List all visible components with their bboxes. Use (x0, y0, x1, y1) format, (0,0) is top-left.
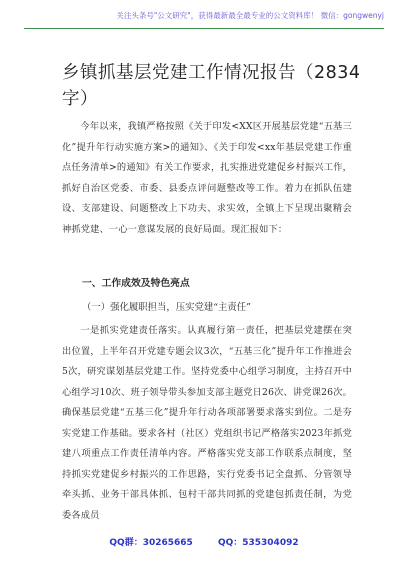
footer-qq-group: QQ群：30265665 (109, 538, 193, 548)
section-heading-1: 一、工作成效及特色亮点 (82, 278, 190, 289)
document-title: 乡镇抓基层党建工作情况报告（2834字） (62, 63, 361, 109)
footer-qq-number: QQ：535304092 (217, 538, 299, 548)
subsection-heading-1-1: （一）强化履职担当，压实党建“主责任” (82, 302, 251, 313)
body-paragraph: 一是抓实党建责任落实。认真履行第一责任，把基层党建摆在突出位置，上半年召开党建专题会议3次，“五基三化”提升年工作推进会5次，研究谋划基层党建工作。坚持党委中心组学习制度，主持召开中心组学习10次、班子领导带头参加支部主题党日26次、讲党课26次。确保基层党建“五基三化”提升年行动各项部署要求落实到位。二是夯实党建工作基础。要求各村（社区）党组织书记严格落实2023年抓党建八项重点工作责任清单内容。严格落实党支部工作联系点制度，坚持抓实党建促乡村振兴的工作思路，实行党委书记全盘抓、分管领导牵头抓、业务干部具体抓、包村干部共同抓的党建包抓责任制，为党委各成员 (62, 325, 352, 521)
header-divider (24, 28, 384, 29)
footer-contact (0, 535, 408, 548)
header-banner: 关注头条号"公文研究"，获得最新最全最专业的公文资料库！ 微信：gongwenyj (116, 11, 384, 20)
intro-paragraph: 今年以来，我镇严格按照《关于印发<XX区开展基层党建“五基三化”提升年行动实施方案>的通知》、《关于印发<xx年基层党建工作重点任务清单>的通知》有关工作要求，扎实推进党建促乡村振兴工作，抓好自治区党委、市委、县委点评问题整改等工作。着力在抓队伍建设、支部建设、问题整改上下功夫、求实效，全镇上下呈现出聚精会神抓党建、一心一意谋发展的良好局面。现汇报如下： (62, 121, 352, 235)
